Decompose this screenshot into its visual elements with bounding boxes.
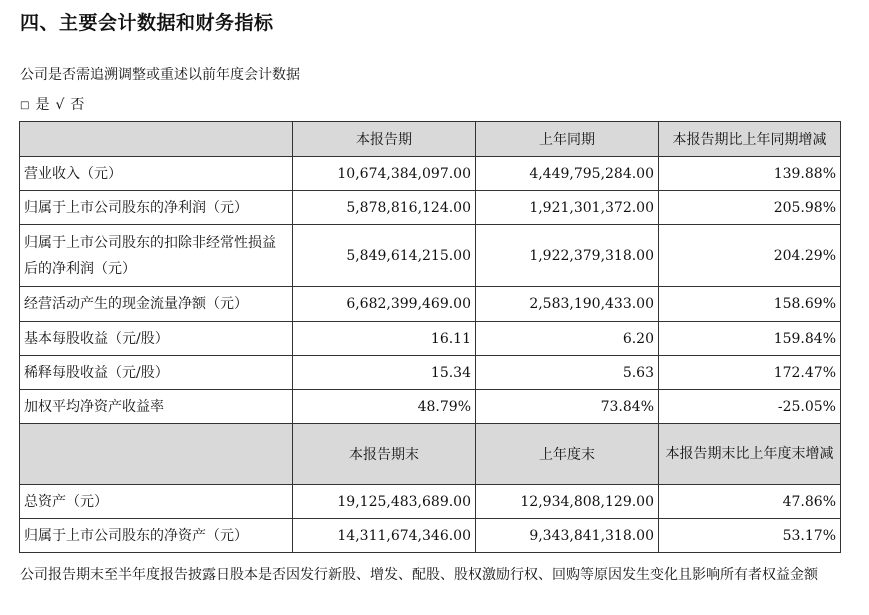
answer-yes: 是 (35, 97, 50, 113)
prior-value: 5.63 (476, 356, 659, 390)
section-title: 四、主要会计数据和财务指标 (20, 12, 274, 34)
prior-value: 2,583,190,433.00 (476, 287, 659, 322)
table-row (20, 225, 841, 287)
table-row (20, 485, 841, 519)
current-value: 5,849,614,215.00 (293, 225, 476, 287)
row-label: 经营活动产生的现金流量净额（元） (20, 287, 293, 322)
table-row (20, 519, 841, 553)
current-value: 6,682,399,469.00 (293, 287, 476, 322)
row-label: 稀释每股收益（元/股） (20, 356, 293, 390)
change-value: 139.88% (659, 157, 841, 191)
current-value: 48.79% (293, 390, 476, 424)
table-header-row (20, 122, 841, 157)
check-mark-icon: √ (55, 97, 65, 113)
answer-no: 否 (70, 97, 85, 113)
table-row (20, 322, 841, 356)
footnote-text: 公司报告期末至半年度报告披露日股本是否因发行新股、增发、配股、股权激励行权、回购等原因发生变化且影响所有者权益金额 (20, 567, 818, 583)
change-value: 204.29% (659, 225, 841, 287)
table-row (20, 390, 841, 424)
header-cell-blank (20, 122, 293, 157)
row-label: 归属于上市公司股东的扣除非经常性损益后的净利润（元） (20, 225, 293, 287)
change-value: 158.69% (659, 287, 841, 322)
prior-value: 1,921,301,372.00 (476, 191, 659, 225)
table-row (20, 356, 841, 390)
change-value: 159.84% (659, 322, 841, 356)
table-row (20, 157, 841, 191)
row-label: 营业收入（元） (20, 157, 293, 191)
current-value: 10,674,384,097.00 (293, 157, 476, 191)
restatement-answer (20, 94, 90, 114)
current-value: 16.11 (293, 322, 476, 356)
restatement-question: 公司是否需追溯调整或重述以前年度会计数据 (20, 67, 300, 83)
row-label: 加权平均净资产收益率 (20, 390, 293, 424)
current-value: 19,125,483,689.00 (293, 485, 476, 519)
table-row (20, 287, 841, 322)
prior-value: 1,922,379,318.00 (476, 225, 659, 287)
current-value: 14,311,674,346.00 (293, 519, 476, 553)
subheader-cell-blank (20, 424, 293, 485)
prior-value: 73.84% (476, 390, 659, 424)
change-value: 205.98% (659, 191, 841, 225)
header-prior-year-end: 上年度末 (476, 424, 659, 485)
prior-value: 6.20 (476, 322, 659, 356)
prior-value: 9,343,841,318.00 (476, 519, 659, 553)
change-value: 172.47% (659, 356, 841, 390)
current-value: 5,878,816,124.00 (293, 191, 476, 225)
row-label: 总资产（元） (20, 485, 293, 519)
header-period-end: 本报告期末 (293, 424, 476, 485)
prior-value: 4,449,795,284.00 (476, 157, 659, 191)
header-current-period: 本报告期 (293, 122, 476, 157)
change-value: 53.17% (659, 519, 841, 553)
row-label: 归属于上市公司股东的净利润（元） (20, 191, 293, 225)
change-value: -25.05% (659, 390, 841, 424)
change-value: 47.86% (659, 485, 841, 519)
row-label: 基本每股收益（元/股） (20, 322, 293, 356)
header-change: 本报告期比上年同期增减 (659, 122, 841, 157)
current-value: 15.34 (293, 356, 476, 390)
table-row (20, 191, 841, 225)
table-subheader-row (20, 424, 841, 485)
header-prior-period: 上年同期 (476, 122, 659, 157)
financial-data-table (19, 121, 841, 553)
header-period-end-change: 本报告期末比上年度末增减 (659, 424, 841, 485)
prior-value: 12,934,808,129.00 (476, 485, 659, 519)
row-label: 归属于上市公司股东的净资产（元） (20, 519, 293, 553)
checkbox-icon: □ (20, 100, 30, 111)
